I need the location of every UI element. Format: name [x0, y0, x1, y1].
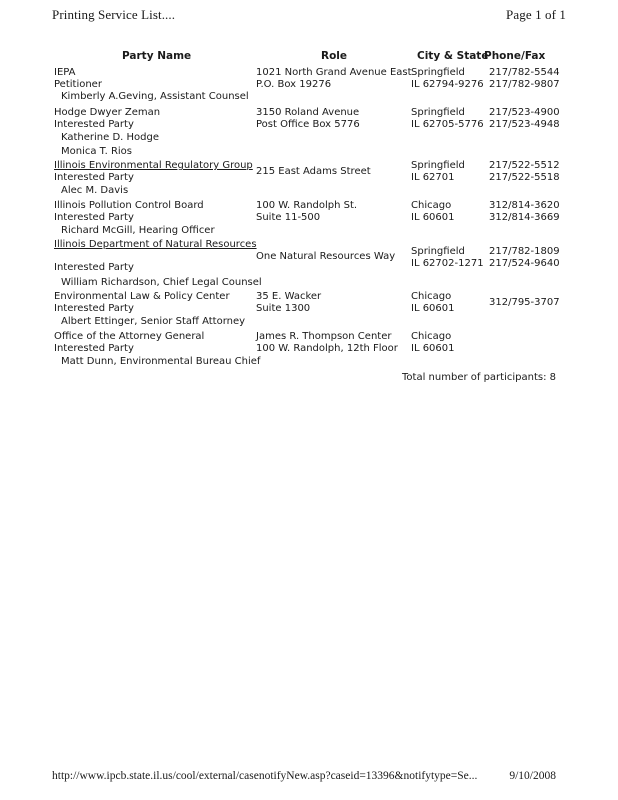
fax-number: 217/522-5518	[489, 172, 560, 183]
column-header-phone: Phone/Fax	[484, 50, 546, 62]
address-line: 215 East Adams Street	[256, 166, 371, 177]
page-number: Page 1 of 1	[506, 7, 566, 22]
city-line: IL 60601	[411, 303, 455, 314]
phone-number: 217/782-5544	[489, 67, 560, 78]
party-role: Interested Party	[54, 303, 134, 314]
city-line: IL 60601	[411, 212, 455, 223]
address-line: 35 E. Wacker	[256, 291, 322, 302]
party-role: Interested Party	[54, 172, 134, 183]
contact-name: Richard McGill, Hearing Officer	[61, 225, 215, 236]
party-role: Interested Party	[54, 343, 134, 354]
party-role: Petitioner	[54, 79, 102, 90]
fax-number: 217/524-9640	[489, 258, 560, 269]
party-name: Environmental Law & Policy Center	[54, 291, 230, 302]
column-header-party: Party Name	[122, 50, 192, 62]
address-line: Suite 1300	[256, 303, 311, 314]
contact-name: Alec M. Davis	[61, 185, 129, 196]
address-line: 3150 Roland Avenue	[256, 107, 360, 118]
fax-number: 217/523-4948	[489, 119, 560, 130]
city-line: IL 62702-1271	[411, 258, 484, 269]
phone-number: 217/523-4900	[489, 107, 560, 118]
participant-total: Total number of participants: 8	[402, 372, 556, 383]
city-line: Springfield	[411, 246, 465, 257]
address-line: 100 W. Randolph, 12th Floor	[256, 343, 398, 354]
contact-name: Kimberly A.Geving, Assistant Counsel	[61, 91, 249, 102]
city-line: Chicago	[411, 291, 452, 302]
city-line: IL 62705-5776	[411, 119, 484, 130]
address-line: James R. Thompson Center	[256, 331, 392, 342]
phone-number: 312/795-3707	[489, 297, 560, 308]
city-line: Springfield	[411, 67, 465, 78]
city-line: IL 62794-9276	[411, 79, 484, 90]
phone-number: 312/814-3620	[489, 200, 560, 211]
phone-number: 217/782-1809	[489, 246, 560, 257]
city-line: IL 62701	[411, 172, 455, 183]
party-name: IEPA	[54, 67, 76, 78]
fax-number: 312/814-3669	[489, 212, 560, 223]
address-line: One Natural Resources Way	[256, 251, 396, 262]
address-line: 100 W. Randolph St.	[256, 200, 358, 211]
party-role: Interested Party	[54, 119, 134, 130]
party-name: Illinois Environmental Regulatory Group	[54, 160, 253, 171]
party-role: Interested Party	[54, 262, 134, 273]
contact-name: Monica T. Rios	[61, 146, 133, 157]
contact-name: Matt Dunn, Environmental Bureau Chief	[61, 356, 261, 367]
contact-name: Katherine D. Hodge	[61, 132, 160, 143]
city-line: Springfield	[411, 107, 465, 118]
source-url: http://www.ipcb.state.il.us/cool/external/casenotifyNew.asp?caseid=13396&notifytype=Se...	[52, 770, 478, 782]
contact-name: William Richardson, Chief Legal Counsel	[61, 277, 262, 288]
city-line: Chicago	[411, 331, 452, 342]
address-line: 1021 North Grand Avenue East	[256, 67, 412, 78]
party-name: Illinois Pollution Control Board	[54, 200, 204, 211]
party-name: Illinois Department of Natural Resources	[54, 239, 257, 250]
address-line: Post Office Box 5776	[256, 119, 360, 130]
fax-number: 217/782-9807	[489, 79, 560, 90]
print-date: 9/10/2008	[509, 770, 556, 782]
city-line: IL 60601	[411, 343, 455, 354]
city-line: Chicago	[411, 200, 452, 211]
party-role: Interested Party	[54, 212, 134, 223]
address-line: P.O. Box 19276	[256, 79, 332, 90]
city-line: Springfield	[411, 160, 465, 171]
party-name: Office of the Attorney General	[54, 331, 205, 342]
contact-name: Albert Ettinger, Senior Staff Attorney	[61, 316, 246, 327]
column-header-role: Role	[321, 50, 348, 62]
phone-number: 217/522-5512	[489, 160, 560, 171]
party-name: Hodge Dwyer Zeman	[54, 107, 161, 118]
address-line: Suite 11-500	[256, 212, 321, 223]
page-title: Printing Service List....	[52, 7, 176, 22]
column-header-city: City & State	[417, 50, 489, 62]
